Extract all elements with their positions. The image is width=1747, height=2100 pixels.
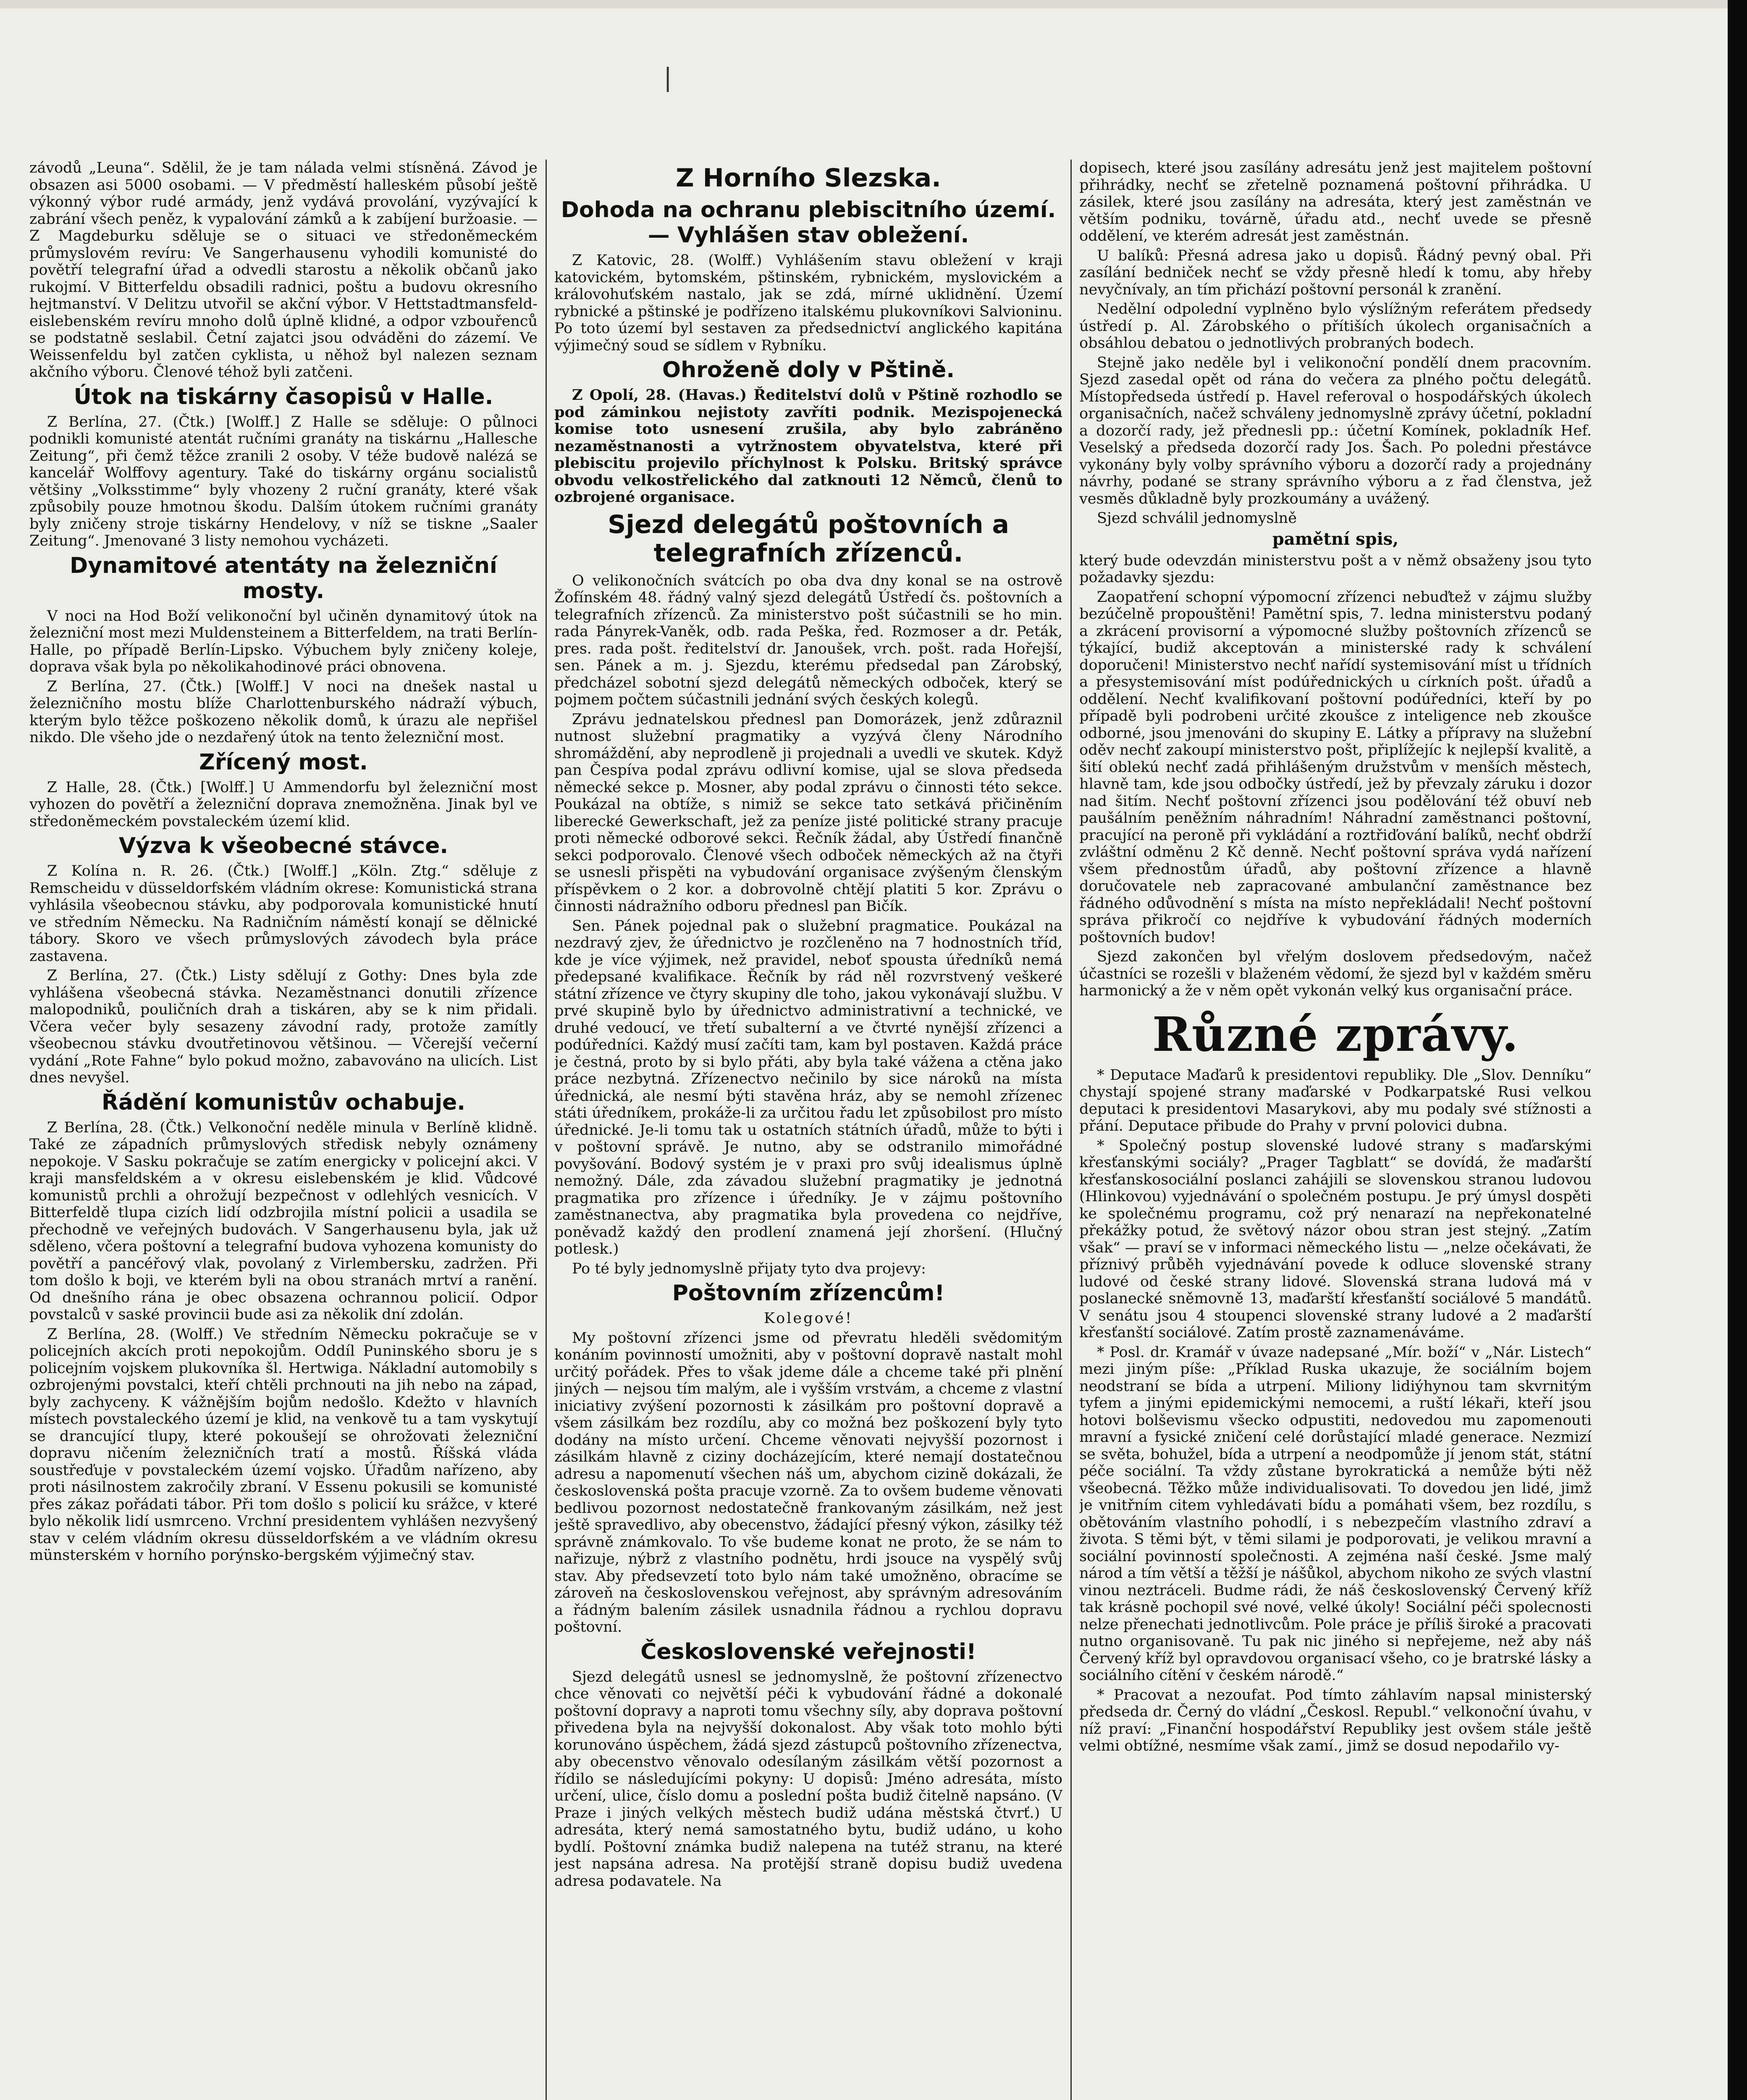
column-rule bbox=[546, 160, 547, 2100]
salutation: Kolegové! bbox=[763, 1310, 853, 1327]
article-text: Z Opolí, 28. (Havas.) Ředitelství dolů v Pštině rozhodlo se pod záminkou nejistoty zavříti podnik. Mezispojenecká komise toto usnesení zrušila, aby bylo zabráněno nezaměstnanosti a vytržnostem obyvatelstva, které při plebiscitu projevilo příchylnost k Polsku. Britský správce obvodu velkostřelického dal zatknouti 12 Němců, členů to ozbrojené organisace. bbox=[554, 386, 1062, 506]
headline: Československé veřejnosti! bbox=[640, 1639, 976, 1664]
section-headline: Různé zprávy. bbox=[1152, 1007, 1519, 1062]
scan-tick-mark: | bbox=[664, 63, 672, 92]
headline: Řádění komunistův ochabuje. bbox=[101, 1089, 466, 1115]
article-text: Sjezd delegátů usnesl se jednomyslně, že poštovní zřízenectvo chce věnovati co největší péči k vybudování řádné a dokonalé poštovní dopravy a naproti tomu všechny síly, aby doprava poštovní přivedena byla na nejvyšší dokonalost. Aby však toto mohlo býti korunováno úspěchem, žádá sjezd zástupců poštovního zřízenectva, aby obecenstvo věnovalo odesílaným zásilkám větší pozornost a řídilo se následujícími pokyny: U dopisů: Jméno adresáta, místo určení, ulice, číslo domu a poslední pošta budiž čitelně napsáno. (V Praze i jiných velkých městech budiž udána městská čtvrť.) U adresáta, který nemá samostatného bytu, budiž udáno, u koho bydlí. Poštovní známka budiž nalepena na tutéž stranu, na které jest napsána adresa. Na protější straně dopisu budiž uvedena adresa podavatele. Na bbox=[554, 1668, 1062, 1890]
headline: Zřícený most. bbox=[199, 749, 368, 775]
article-text: závodů „Leuna“. Sdělil, že je tam nálada velmi stísněná. Závod je obsazen asi 5000 osobami. — V předměstí halleském působí ještě výkonný výbor rudé armády, jenž vydává provolání, vyzývající k zabrání všech peněz, k vypalování zámků a k zabíjení buržoasie. — Z Magdeburku sděluje se o situaci ve středoněmeckém průmyslovém revíru: Ve Sangerhausenu vyhodili komunisté do povětří telegrafní úřad a odvedli starostu a několik občanů jako rukojmí. V Bitterfeldu obsadili radnici, poštu a budovu okresního hejtmanství. V Delitzu utvořil se akční výbor. V Hettstadtmansfeld-eislebenském revíru mnoho dolů úplně klidné, a odpor vzbouřenců se podstatně seslabil. Četní zajatci jsou odváděni do zázemí. Ve Weissenfeldu byl zatčen cyklista, u něhož byl nalezen seznam akčního výboru. Členové téhož byli zatčeni. bbox=[29, 160, 538, 381]
article-text: My poštovní zřízenci jsme od převratu hleděli svědomitým konáním povinností umožniti, aby v poštovní dopravě nastalt mohl určitý pořádek. Přes to však jdeme dále a chceme také při plnění jiných — nejsou tím malým, ale i vyšším vrstvám, a chceme z vlastní iniciativy zvýšení pozornosti k zásilkám pro poštovní dopravě a všem zásilkám bez rozdílu, aby co možná bez poškození byly tyto dodány na místo určení. Chceme věnovati nejvyšší pozornost i zásilkám hlavně z ciziny docházejícím, které nemají dostatečnou adresu a napomenutí všechen náš um, abychom cizině dokázali, že československá pošta pracuje vzorně. Za to ovšem budeme věnovati bedlivou pozornost nedostatečně frankovaným zásilkám, než jest ještě spravedlivo, aby obecenstvo, žádající přesný výkon, zásilky též správně známkovalo. To vše budeme konat ne proto, že se nám to nařizuje, nýbrž z vlastního podnětu, hrdi jsouce na vyspělý svůj stav. Aby předsevzetí toto bylo nám také umožněno, obracíme se zároveň na československou veřejnost, aby správným adresováním a řádným balením zásilek usnadnila řádnou a rychlou dopravu poštovní. bbox=[554, 1329, 1062, 1635]
article-text: Sen. Pánek pojednal pak o služební pragmatice. Poukázal na nezdravý zjev, že úřednictvo je rozčleněno na 7 hodnostních tříd, kde je více výjimek, než pravidel, neboť spousta úředníků nemá předepsané kvalifikace. Řečník by rád něl rozvrstvený veškeré státní zřízence ve čtyry skupiny dle toho, jakou vykonávají službu. V prvé skupině bylo by úřednictvo administrativní a technické, ve druhé vedoucí, ve třetí subalterní a ve čtvrté nynější zřízenci a podúředníci. Každý musí začíti tam, kam byl postaven. Každá práce je čestná, proto by si bylo přáti, aby byla také vážena a ctěna jako práce nezbytná. Zřízenectvo nečinilo by sice nároků na místa úřednická, ale nesmí býti stavěna hráz, aby se nemohl zřízenec státi úředníkem, prokáže-li za určitou řadu let způsobilost pro místo úřednické. Je-li tomu tak u ostatních státních úřadů, může to býti i v poštovní správě. Je nutno, aby se odstranilo mimořádné povyšování. Bodový systém je v praxi pro svůj idealismus úplně nemožný. Dále, zda závadou služební pragmatiky je jednotná pragmatika pro zřízence i úředníky. Je v zájmu poštovního zaměstnanectva, aby pragmatika byla provedena co nejdříve, poněvadž každý den prodlení znamená její zhoršení. (Hlučný potlesk.) bbox=[554, 917, 1062, 1257]
article-text: U balíků: Přesná adresa jako u dopisů. Řádný pevný obal. Při zasílání bedniček nechť se vždy přesně hledí k tomu, aby hřeby nevyčnívaly, an tím přichází poštovní personál k zranění. bbox=[1079, 247, 1592, 298]
article-text: Z Berlína, 27. (Čtk.) [Wolff.] Z Halle se sděluje: O půlnoci podnikli komunisté atentát ručními granáty na tiskárnu „Hallesche Zeitung“, při čemž těžce zranili 2 osoby. V téže budově nalézá se kancelář Wolffovy agentury. Také do tiskárny orgánu socialistů většiny „Volksstimme“ byly vhozeny 2 ruční granáty, které však způsobily pouze hmotnou škodu. Dalším útokem ručními granáty byly zničeny stroje tiskárny Hendelovy, v níž se tiskne „Saaler Zeitung“. Jmenované 3 listy nemohou vycházeti. bbox=[29, 413, 538, 549]
article-text: Z Katovic, 28. (Wolff.) Vyhlášením stavu obležení v kraji katovickém, bytomském, pštinském, rybnickém, myslovickém a královohuťském nastalo, jak se zdá, mírné uklidnění. Území rybnické a pštinské je podřízeno italskému plukovníkovi Salvioninu. Po toto území byl sestaven za předsednictví anglického kapitána výjimečný soud se sídlem v Rybníku. bbox=[554, 252, 1062, 354]
article-text: V noci na Hod Boží velikonoční byl učiněn dynamitový útok na železniční most mezi Muldensteinem a Bitterfeldem, na trati Berlín-Halle, po případě Berlín-Lipsko. Výbuchem byly zničeny koleje, doprava však byla po několikahodinové práci obnovena. bbox=[29, 607, 538, 675]
article-text: Sjezd zakončen byl vřelým doslovem předsedovým, načež účastníci se rozešli v blaženém vědomí, že sjezd byl v každém směru harmonický a že v něm opět vykonán velký kus organisační práce. bbox=[1079, 948, 1592, 999]
headline: Poštovním zřízencům! bbox=[672, 1281, 945, 1306]
article-text: Z Berlína, 27. (Čtk.) [Wolff.] V noci na dnešek nastal u železničního mostu blíže Charlottenburského nádraží výbuch, kterým bylo těžce poškozeno několik domů, k úrazu ale nepřišel nikdo. Dle všeho jde o nezdařený útok na tento železniční most. bbox=[29, 678, 538, 746]
article-text: Z Berlína, 27. (Čtk.) Listy sdělují z Gothy: Dnes byla zde vyhlášena všeobecná stávka. Nezaměstnanci donutili zřízence malopodniků, pouličních drah a tiskáren, aby se k nim přidali. Včera večer byly sesazeny závodní rady, protože zamítly všeobecnou stávku dvoutřetinovou většinou. — Včerejší večerní vydání „Rote Fahne“ bylo pokud možno, zabavováno na ulicích. List dnes nevyšel. bbox=[29, 967, 538, 1086]
section-headline: Z Horního Slezska. bbox=[676, 163, 941, 193]
article-text: * Posl. dr. Kramář v úvaze nadepsané „Mír. boží“ v „Nár. Listech“ mezi jiným píše: „Příklad Ruska ukazuje, že sociálním bojem neodstraní se bída a utrpení. Miliony lidiýhynou tam skvrnitým tyfem a jinými epidemickými nemocemi, a ruští lékaři, kteří jsou hotovi bolševismu všecko odpustiti, nedovedou mu zapomenouti mravní a fysické zničení celé dorůstající mladé generace. Nezmizí se světa, bohužel, bída a utrpení a neodpomůže jí jenom stát, státní péče sociální. Ta vždy zůstane byrokratická a nemůže býti něž všeobecná. Těžko může individualisovati. To dovedou jen lidé, jimž je vnitřním citem vyhledávati bídu a pomáhati všem, bez rozdílu, s obětováním vlastního pohodlí, i s nebezpečím vlastního zdraví a života. S těmi být, v těmi silami je podporovati, je velikou mravní a sociální povinností společnosti. A zejména naší české. Jsme malý národ a tím větší a těžší je nášůkol, abychom nikoho ze svých vlastní vinou neztráceli. Budme rádi, že náš československý Červený kříž tak krásně pochopil své nové, velké úkoly! Sociální péči spolecnosti nelze přenechati jednotlivcům. Pole práce je příliš široké a pracovati nutno organisovaně. Tu pak nic jiného si nepřejeme, než aby náš Červený kříž byl opravdovou organisací všeho, co je bratrské lásky a sociálního cítění v českém národě.“ bbox=[1079, 1344, 1592, 1684]
article-text: Po té byly jednomyslně přijaty tyto dva projevy: bbox=[572, 1260, 926, 1277]
headline: Dohoda na ochranu plebiscitního území. — Vyhlášen stav obležení. bbox=[561, 197, 1056, 248]
article-text: Stejně jako neděle byl i velikonoční pondělí dnem pracovním. Sjezd zasedal opět od rána do večera za plného počtu delegátů. Místopředseda ústředí p. Havel referoval o hospodářských úkolech organisačních, načež schváleny jednomyslně zprávy účetní, pokladní a dozorčí rady, jež přednesli pp.: účetní Komínek, pokladník Hef. Veselský a předseda dozorčí rady Jos. Šach. Po poledni přestávce vykonány byly volby správního výboru a dozorčí rady a projednány návrhy, podané se strany správního výboru a z řad členstva, jež vesměs důkladně byly prozkoumány a uvážený. bbox=[1079, 354, 1592, 507]
column-rule bbox=[1070, 160, 1072, 2100]
article-text: který bude odevzdán ministerstvu pošt a v němž obsaženy jsou tyto požadavky sjezdu: bbox=[1079, 552, 1592, 586]
headline: Ohroženě doly v Pštině. bbox=[662, 357, 955, 383]
headline: Útok na tiskárny časopisů v Halle. bbox=[73, 384, 493, 410]
article-text: Z Halle, 28. (Čtk.) [Wolff.] U Ammendorfu byl železniční most vyhozen do povětří a železniční doprava znemožněna. Jinak byl ve středoněmeckém povstaleckém území klid. bbox=[29, 779, 538, 830]
top-page-edge bbox=[0, 0, 1747, 8]
article-text: Z Berlína, 28. (Čtk.) Velkonoční neděle minula v Berlíně klidně. Také ze západních průmyslových středisk nebyly oznámeny nepokoje. V Sasku pokračuje se zatím energicky v policejní akci. V kraji mansfeldském a v okresu eislebenském je klid. Vůdcové komunistů prchli a ohrožují bezpečnost v odlehlých vesnicích. V Bitterfeldě tlupa cizích lidí odzbrojila místní policii a usadila se přechodně ve veřejných budovách. V Sangerhausenu byla, jak už sděleno, včera poštovní a telegrafní budova vyhozena komunisty do povětří a pancéřový vlak, povolaný z Virlembersku, zadržen. Při tom došlo k boji, ve kterém byli na obou stranách mrtví a ranění. Od dnešního rána je obec obsazena ochrannou policií. Odpor povstalců v saské provincii bude asi za několik dní zdolán. bbox=[29, 1119, 538, 1323]
article-text: * Společný postup slovenské ludové strany s maďarskými křesťanskými sociály? „Prager Tagblatt“ se dovídá, že maďarští křesťanskosociální poslanci zahájili se slovenskou stranou ludovou (Hlinkovou) vyjednávání o společném postupu. Je prý úmysl dospěti ke společnému programu, což prý nenarazí na nepřekonatelné překážky potud, že světový názor obou stran jest stejný. „Zatím však“ — praví se v informaci německého listu — „nelze očekávati, že příznivý průběh vyjednávání povede k odluce slovenské strany ludové od české strany lidové. Slovenská strana ludová má v poslanecké sněmovně 13, maďarští křesťanští sociálové 5 mandátů. V senátu jsou 4 stoupenci slovenské strany ludové a 2 maďarští křesťanští sociálové. Zatím prostě zaznamenáváme. bbox=[1079, 1137, 1592, 1341]
headline: Dynamitové atentáty na železniční mosty. bbox=[70, 553, 497, 604]
article-text: Zaopatření schopní výpomocní zřízenci nebuďtež v zájmu služby bezúčelně propouštěni! Pamětní spis, 7. ledna ministerstvu podaný a zkrácení provisorní a výpomocné služby poštovních zřízenců se týkající, budiž akceptován a ministerské rady k schválení doporučeni! Ministerstvo nechť nařídí systemisování míst u třídních a přesystemisování míst podúřednických u církních pošt. úřadů a oddělení. Nechť kvalifikovaní poštovní podúředníci, kteří by po případě byli podrobeni určité zkoušce z inteligence neb zkoušce odborné, jsou jmenováni do skupiny E. Látky a přípravy na služební oděv nechť zakoupí ministerstvo pošt, připlížejíc k nejlepší kvalitě, a šití oblekú nechť zadá přihlášeným družstvům v menších městech, hlavně tam, kde jsou odbočky ústředí, jež by převzaly záruku i dozor nad šitím. Nechť poštovní zřízenci jsou podělování též obuví neb paušálním peněžním náhradním! Náhradní zaměstnanci poštovní, pracující na peroně při vykládání a roztřiďování balíků, nechť obdrží zvláštní odměnu 2 Kč denně. Nechť poštovní správa vydá nařízení všem přednostům úřadů, aby poštovní zřízence a hlavně doručovatele neb zapracované ambulanční zaměstnance bez řádného odůvodnění s místa na místo nepřekládali! Nechť poštovní správa přikročí co nejdříve k vybudování řádných moderních poštovních budov! bbox=[1079, 588, 1592, 946]
article-text: * Deputace Maďarů k presidentovi republiky. Dle „Slov. Denníku“ chystají spojené strany maďarské v Podkarpatské Rusi velkou deputaci k presidentovi Masarykovi, aby mu podaly své stížnosti a přání. Deputace přibude do Prahy v první polovici dubna. bbox=[1079, 1066, 1592, 1134]
article-text: Sjezd schválil jednomyslně bbox=[1097, 510, 1297, 527]
article-text: Nedělní odpolední vyplněno bylo výslížným referátem předsedy ústředí p. Al. Zárobského o přítiších úkolech organisačních a obsáhlou debatou o jednotlivých probraných bodech. bbox=[1079, 301, 1592, 352]
newspaper-page bbox=[29, 160, 1713, 2100]
article-text: dopisech, které jsou zasílány adresátu jenž jest majitelem poštovní přihrádky, nechť se zřetelně poznamená poštovní přihrádka. U zásilek, které jsou zasílány na adresáta, který jest zaměstnán ve větším podniku, továrně, úřadu atd., nechť uvede se přesně oddělení, ve kterém adresát jest zaměstnán. bbox=[1079, 160, 1592, 244]
article-text: Zprávu jednatelskou přednesl pan Domorázek, jenž zdůraznil nutnost služební pragmatiky a vyzývá členy Národního shromáždění, aby neprodleně ji projednali a uvedli ve skutek. Když pan Čespíva podal zprávu odlivní komise, ujal se slova předseda německé sekce p. Mosner, aby podal zprávu o činnosti této sekce. Poukázal na obtíže, s nimiž se sekce tato setkává přičiněním liberecké Gewerkschaft, jež za peníze jisté politické strany pracuje proti německé odborové sekci. Řečník žádal, aby Ústředí finančně sekci podporovalo. Členové všech odboček německých až na čtyři se usnesli přispěti na vybudování organisace zvýšeným členským příspěvkem o 2 kor. a dobrovolně chtějí platiti 5 kor. Zprávu o činnosti nádražního odboru přednesl pan Bičík. bbox=[554, 711, 1062, 915]
article-text: Z Kolína n. R. 26. (Čtk.) [Wolff.] „Köln. Ztg.“ sděluje z Remscheidu v düsseldorfském vládním okrese: Komunistická strana vyhlásila všeobecnou stávku, aby podporovala komunistické hnutí ve středním Německu. Na Radničním náměstí konají se dělnické tábory. Skoro ve všech průmyslových závodech byla práce zastavena. bbox=[29, 863, 538, 965]
column-1 bbox=[29, 160, 538, 2100]
column-2 bbox=[554, 160, 1062, 2100]
article-text: O velikonočních svátcích po oba dva dny konal se na ostrově Žofínském 48. řádný valný sjezd delegátů Ústředí čs. poštovních a telegrafních zřízenců. Za ministerstvo pošt súčastnili se ho min. rada Pányrek-Vaněk, odb. rada Peška, řed. Rozmoser a dr. Peták, pres. rada pošt. ředitelství dr. Janoušek, vrch. pošt. rada Hořejší, sen. Pánek a m. j. Sjezdu, kterému předsedal pan Zárobský, předcházel sobotní sjezd delegátů německých odboček, který se pojmem počtem súčastnili jednání svých českých kolegů. bbox=[554, 572, 1062, 708]
column-3 bbox=[1079, 160, 1592, 2100]
section-headline: Sjezd delegátů poštovních a telegrafních zřízenců. bbox=[608, 509, 1009, 568]
article-text: * Pracovat a nezoufat. Pod tímto záhlavím napsal ministerský předseda dr. Černý do vládní „Českosl. Republ.“ velkonoční úvahu, v níž praví: „Finanční hospodářství Republiky jest ovšem stále ještě velmi obtížné, nesmíme však zamí., jimž se dosud nepodařilo vy- bbox=[1079, 1686, 1592, 1754]
headline: Výzva k všeobecné stávce. bbox=[118, 833, 449, 858]
subheadline: pamětní spis, bbox=[1272, 529, 1399, 549]
article-text: Z Berlína, 28. (Wolff.) Ve středním Německu pokračuje se v policejních akcích proti nepokojům. Oddíl Puninského sboru je s policejním vojskem plukovníka šl. Hertwiga. Nákladní automobily s ozbrojenými povstalci, kteří chtěli prchnouti na jih nebo na západ, byly zachyceny. K vážnějším bojům nedošlo. Kdežto v hlavních místech povstaleckého území je klid, na venkově tu a tam vyskytují se drancující tlupy, které pokoušejí se ohrožovati železniční dopravu ničením železničních tratí a mostů. Říšská vláda soustřeďuje v povstaleckém území vojsko. Úřadům nařízeno, aby proti násilnostem zakročily zbraní. V Essenu pokusili se komunisté přes zákaz pořádati tábor. Při tom došlo s policií ku srážce, v které bylo několik lidí usmrceno. Vrchní presidentem vyhlášen nezvyšený stav v celém vládním okresu düsseldorfském a ve vládním okresu münsterském v horního porýnsko-bergském výjimečný stav. bbox=[29, 1326, 538, 1564]
right-dark-margin bbox=[1728, 0, 1747, 2100]
